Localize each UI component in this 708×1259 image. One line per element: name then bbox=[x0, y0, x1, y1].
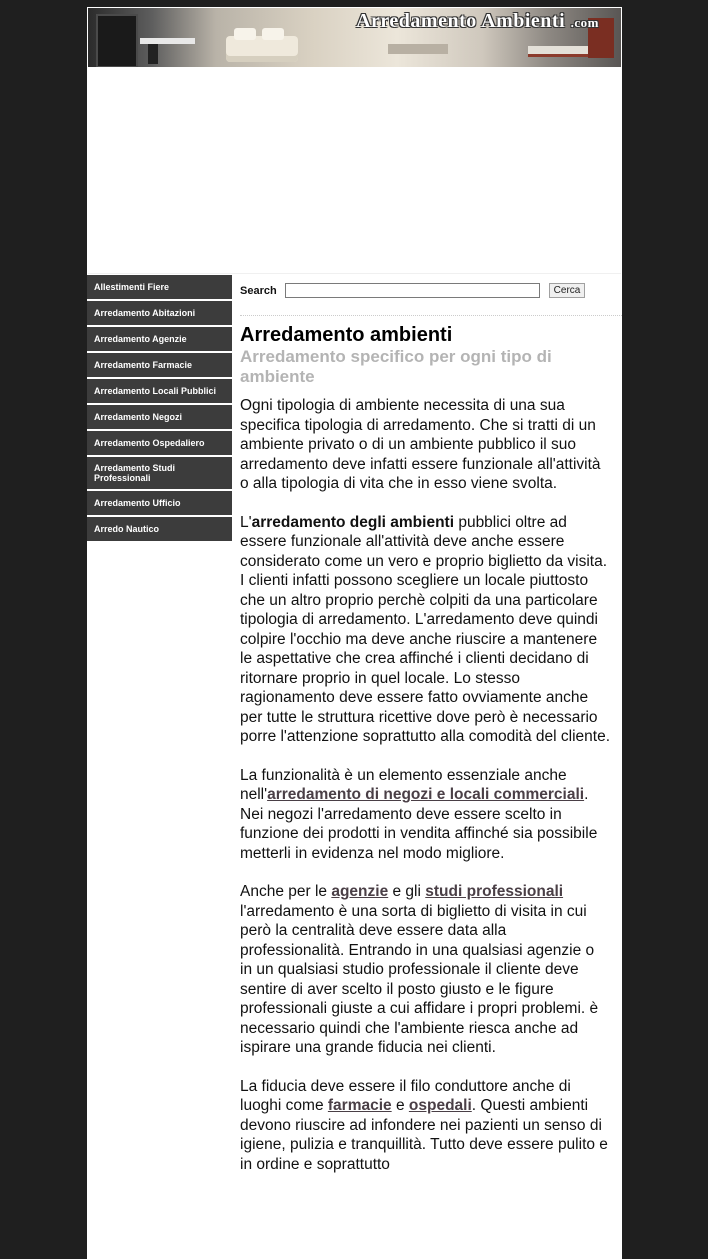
link-ospedali[interactable]: ospedali bbox=[408, 1097, 472, 1114]
sidebar-item-arredamento-ospedaliero[interactable]: Arredamento Ospedaliero bbox=[87, 431, 232, 457]
sidebar-item-arredamento-negozi[interactable]: Arredamento Negozi bbox=[87, 405, 232, 431]
sidebar-item-arredo-nautico[interactable]: Arredo Nautico bbox=[87, 517, 232, 543]
sidebar-item-arredamento-abitazioni[interactable]: Arredamento Abitazioni bbox=[87, 301, 232, 327]
advertisement-area bbox=[88, 69, 621, 274]
sidebar-item-arredamento-studi-professionali[interactable]: Arredamento Studi Professionali bbox=[87, 457, 232, 491]
search-button[interactable]: Cerca bbox=[549, 283, 585, 298]
text-span: La funzionalità è un elemento essenziale anche nell' bbox=[240, 766, 567, 803]
text-span: e gli bbox=[388, 883, 426, 900]
text-span: L' bbox=[240, 513, 252, 531]
paragraph-pharmacies bbox=[240, 1077, 610, 1175]
site-banner[interactable] bbox=[88, 8, 621, 67]
site-logo-title: Arredamento Ambienti .com bbox=[356, 10, 599, 32]
page-subtitle: Arredamento specifico per ogni tipo di ambiente bbox=[240, 347, 552, 386]
banner-shelf bbox=[96, 14, 138, 67]
search-form bbox=[240, 275, 622, 316]
banner-table bbox=[388, 44, 448, 54]
bold-keyword: arredamento degli ambienti bbox=[251, 513, 455, 531]
page-container bbox=[87, 7, 622, 1259]
text-span: Anche per le bbox=[240, 883, 332, 900]
sidebar-item-allestimenti-fiere[interactable]: Allestimenti Fiere bbox=[87, 275, 232, 301]
text-span: . Questi ambienti devono riuscire ad infondere nei pazienti un senso di igiene, pulizia e tranquillità. Tutto deve essere pulito e in ordine e soprattutto bbox=[240, 1097, 608, 1173]
text-span: . Nei negozi l'arredamento deve essere scelto in funzione dei prodotti in vendita affinché sia possibile metterli in evidenza nel modo migliore. bbox=[240, 786, 598, 862]
link-studi-professionali[interactable]: studi professionali bbox=[425, 883, 564, 900]
paragraph-shops bbox=[240, 766, 610, 864]
sidebar-nav bbox=[87, 275, 232, 543]
text-span: e bbox=[391, 1097, 409, 1114]
link-negozi-locali[interactable]: arredamento di negozi e locali commerciali bbox=[267, 786, 585, 803]
main-article bbox=[240, 323, 610, 1193]
sidebar-item-arredamento-farmacie[interactable]: Arredamento Farmacie bbox=[87, 353, 232, 379]
text-span: pubblici oltre ad essere funzionale all'attività deve anche essere considerato come un vero e proprio biglietto da visita. I clienti infatti possono scegliere un locale piuttosto che un altro proprio perchè colpiti da una particolare tipologia di arredamento. L'arredamento deve quindi colpire l'occhio ma deve anche riuscire a mantenere le aspettative che crea affinché i clienti decidano di ritornare proprio in quel locale. Lo stesso ragionamento deve essere fatto ovviamente anche per tutte le struttura ricettive dove però è necessario porre l'attenzione soprattutto alla comodità del cliente. bbox=[240, 513, 611, 745]
sidebar-item-arredamento-locali-pubblici[interactable]: Arredamento Locali Pubblici bbox=[87, 379, 232, 405]
search-label: Search bbox=[240, 285, 277, 297]
banner-cushion bbox=[234, 28, 256, 40]
sidebar-item-arredamento-agenzie[interactable]: Arredamento Agenzie bbox=[87, 327, 232, 353]
text-span: l'arredamento è una sorta di biglietto di visita in cui però la centralità deve essere data alla professionalità. Entrando in una qualsiasi agenzie o in un qualsiasi studio professionale il cliente deve sentire di aver scelto il posto giusto e le figure professionali giuste a cui affidare i propri problemi. è necessario quindi che l'ambiente riesca anche ad ispirare una grande fiducia nei clienti. bbox=[240, 902, 599, 1056]
sidebar-item-arredamento-ufficio[interactable]: Arredamento Ufficio bbox=[87, 491, 232, 517]
link-agenzie[interactable]: agenzie bbox=[331, 883, 389, 900]
text-span: La fiducia deve essere il filo conduttore anche di luoghi come bbox=[240, 1077, 571, 1114]
page-title: Arredamento ambienti bbox=[240, 324, 453, 346]
search-input[interactable] bbox=[285, 283, 540, 298]
paragraph-public-spaces bbox=[240, 513, 610, 747]
banner-chair bbox=[148, 44, 158, 64]
paragraph-intro: Ogni tipologia di ambiente necessita di una sua specifica tipologia di arredamento. Che si tratti di un ambiente privato o di un ambiente pubblico il suo arredamento deve infatti essere funzionale all'attività o alla tipologia di vita che in esso viene svolta. bbox=[240, 397, 601, 492]
link-farmacie[interactable]: farmacie bbox=[327, 1097, 392, 1114]
banner-cushion bbox=[262, 28, 284, 40]
paragraph-agencies bbox=[240, 882, 610, 1058]
